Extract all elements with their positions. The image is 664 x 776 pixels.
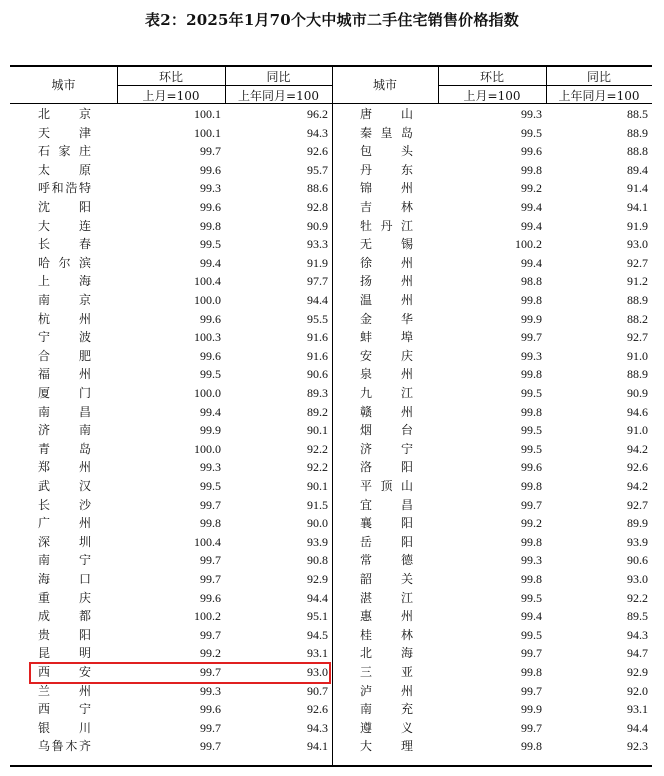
table-row (10, 700, 652, 719)
mom-value: 99.6 (521, 144, 542, 159)
mom-value: 100.3 (194, 330, 221, 345)
mom-value: 99.6 (200, 200, 221, 214)
yoy-value: 94.4 (307, 590, 328, 605)
yoy-value: 91.9 (627, 218, 648, 233)
header-mom-base: 上月=100 (142, 89, 200, 103)
yoy-value: 90.8 (307, 553, 328, 568)
city-name: 南 昌 (38, 404, 91, 419)
city-name: 扬 州 (360, 274, 413, 289)
mom-value: 99.5 (521, 423, 542, 438)
city-name: 长 春 (38, 237, 91, 252)
city-name: 兰 州 (38, 683, 91, 698)
yoy-value: 90.1 (307, 423, 328, 438)
city-name: 大 连 (38, 218, 91, 233)
yoy-value: 91.9 (307, 255, 328, 270)
header-mom-base: 上月=100 (463, 89, 521, 103)
table-row (10, 421, 652, 440)
city-name: 乌 鲁 木 齐 (38, 739, 91, 754)
mom-value: 100.4 (194, 534, 221, 549)
yoy-value: 97.7 (307, 274, 328, 289)
mom-value: 99.7 (200, 497, 221, 512)
header-city: 城市 (372, 78, 397, 92)
city-name: 武 汉 (38, 479, 91, 493)
mom-value: 99.8 (521, 534, 542, 549)
mom-value: 99.5 (521, 590, 542, 605)
yoy-value: 91.5 (307, 497, 328, 512)
yoy-value: 89.9 (627, 516, 648, 531)
mom-value: 99.3 (521, 553, 542, 568)
yoy-value: 93.1 (307, 646, 328, 661)
yoy-value: 91.2 (627, 274, 648, 289)
yoy-value: 92.2 (307, 441, 328, 456)
yoy-value: 88.5 (627, 107, 648, 121)
yoy-value: 92.0 (627, 683, 648, 698)
yoy-value: 94.4 (627, 720, 648, 735)
header-mom: 环比 (479, 70, 504, 84)
city-name: 昆 明 (38, 646, 91, 661)
city-name: 大 理 (360, 739, 413, 754)
mom-value: 99.7 (200, 553, 221, 568)
city-name: 郑 州 (38, 460, 91, 475)
table-row (10, 719, 652, 738)
yoy-value: 92.3 (627, 739, 648, 754)
yoy-value: 91.6 (307, 348, 328, 363)
city-name: 宜 昌 (360, 497, 413, 512)
table-row (10, 198, 652, 217)
mom-value: 100.1 (194, 107, 221, 121)
city-name: 烟 台 (360, 423, 413, 438)
mom-value: 99.7 (200, 144, 221, 159)
city-name: 宁 波 (38, 330, 91, 345)
yoy-value: 93.0 (307, 665, 328, 679)
city-name: 无 锡 (360, 237, 413, 252)
mom-value: 99.8 (521, 293, 542, 307)
city-name: 泸 州 (360, 683, 413, 698)
city-name: 重 庆 (38, 590, 91, 605)
yoy-value: 93.0 (627, 237, 648, 252)
city-name: 丹 东 (360, 162, 413, 177)
mom-value: 99.8 (200, 516, 221, 531)
mom-value: 99.8 (521, 162, 542, 177)
table-row (10, 142, 652, 161)
yoy-value: 90.7 (307, 683, 328, 698)
mom-value: 99.5 (521, 386, 542, 400)
city-name: 海 口 (38, 572, 91, 586)
mom-value: 100.2 (515, 237, 542, 252)
mom-value: 99.2 (521, 516, 542, 531)
header-city: 城市 (51, 78, 76, 92)
mom-value: 99.7 (200, 627, 221, 642)
page-title: 表2：2025年1月70个大中城市二手住宅销售价格指数 (145, 11, 519, 29)
header-sub-rule-right (438, 85, 652, 86)
city-name: 深 圳 (38, 534, 91, 549)
mom-value: 100.0 (194, 293, 221, 307)
city-name: 上 海 (38, 274, 91, 289)
mom-value: 98.8 (521, 274, 542, 289)
yoy-value: 89.4 (627, 162, 648, 177)
yoy-value: 90.6 (627, 553, 648, 568)
yoy-value: 92.6 (307, 144, 328, 159)
yoy-value: 94.1 (307, 739, 328, 754)
city-name: 岳 阳 (360, 534, 413, 549)
mom-value: 99.6 (200, 311, 221, 326)
yoy-value: 94.3 (307, 125, 328, 140)
table-row (10, 663, 652, 682)
city-name: 广 州 (38, 516, 91, 531)
city-name: 金 华 (360, 311, 413, 326)
mom-value: 100.1 (194, 125, 221, 140)
mom-value: 99.4 (521, 218, 542, 233)
table-row (10, 384, 652, 403)
yoy-value: 93.1 (627, 702, 648, 717)
city-name: 常 德 (360, 553, 413, 568)
yoy-value: 91.0 (627, 423, 648, 438)
yoy-value: 92.7 (627, 255, 648, 270)
city-name: 沈 阳 (38, 200, 91, 214)
city-name: 洛 阳 (360, 460, 413, 475)
city-name: 石 家 庄 (38, 144, 91, 159)
yoy-value: 92.2 (627, 590, 648, 605)
table-row (10, 365, 652, 384)
mom-value: 99.3 (200, 181, 221, 196)
table-row (10, 217, 652, 236)
table-row (10, 440, 652, 459)
city-name: 成 都 (38, 609, 91, 624)
yoy-value: 88.6 (307, 181, 328, 196)
header-yoy: 同比 (586, 70, 611, 84)
city-name: 赣 州 (360, 404, 413, 419)
mom-value: 99.6 (200, 162, 221, 177)
header-yoy-base: 上年同月=100 (558, 89, 640, 103)
mom-value: 99.8 (521, 739, 542, 754)
city-name: 锦 州 (360, 181, 413, 196)
yoy-value: 93.9 (627, 534, 648, 549)
yoy-value: 91.4 (627, 181, 648, 196)
mom-value: 99.9 (521, 702, 542, 717)
table-row (10, 570, 652, 589)
yoy-value: 94.4 (307, 293, 328, 307)
city-name: 北 京 (38, 107, 91, 121)
table-row (10, 682, 652, 701)
mom-value: 99.5 (521, 441, 542, 456)
yoy-value: 88.9 (627, 125, 648, 140)
yoy-value: 90.6 (307, 367, 328, 382)
mom-value: 99.8 (521, 572, 542, 586)
city-name: 合 肥 (38, 348, 91, 363)
yoy-value: 92.6 (627, 460, 648, 475)
mom-value: 99.6 (521, 460, 542, 475)
yoy-value: 94.1 (627, 200, 648, 214)
city-name: 北 海 (360, 646, 413, 661)
mom-value: 99.5 (200, 367, 221, 382)
mom-value: 99.9 (200, 423, 221, 438)
mom-value: 99.7 (200, 739, 221, 754)
mom-value: 99.8 (521, 479, 542, 493)
city-name: 桂 林 (360, 627, 413, 642)
city-name: 济 南 (38, 423, 91, 438)
city-name: 天 津 (38, 125, 91, 140)
yoy-value: 94.7 (627, 646, 648, 661)
city-name: 厦 门 (38, 386, 91, 400)
city-name: 福 州 (38, 367, 91, 382)
city-name: 济 宁 (360, 441, 413, 456)
city-name: 长 沙 (38, 497, 91, 512)
table-row (10, 737, 652, 756)
mom-value: 99.3 (200, 683, 221, 698)
mom-value: 99.8 (521, 665, 542, 679)
city-name: 襄 阳 (360, 516, 413, 531)
mom-value: 99.8 (521, 404, 542, 419)
city-name: 遵 义 (360, 720, 413, 735)
city-name: 秦 皇 岛 (360, 125, 413, 140)
city-name: 徐 州 (360, 255, 413, 270)
yoy-value: 93.9 (307, 534, 328, 549)
table-bottom-rule (10, 765, 652, 767)
header-yoy-base: 上年同月=100 (238, 89, 319, 103)
yoy-value: 90.9 (307, 218, 328, 233)
table-row (10, 254, 652, 273)
mom-value: 100.2 (194, 609, 221, 624)
yoy-value: 90.9 (627, 386, 648, 400)
mom-value: 99.6 (200, 590, 221, 605)
mom-value: 99.3 (521, 348, 542, 363)
city-name: 南 宁 (38, 553, 91, 568)
table-row (10, 272, 652, 291)
mom-value: 99.5 (521, 125, 542, 140)
table-row (10, 124, 652, 143)
table-row (10, 328, 652, 347)
mom-value: 99.7 (521, 497, 542, 512)
mom-value: 99.7 (521, 683, 542, 698)
mom-value: 99.6 (200, 348, 221, 363)
table-row (10, 514, 652, 533)
table-row (10, 105, 652, 124)
mom-value: 100.4 (194, 274, 221, 289)
table-row (10, 533, 652, 552)
yoy-value: 94.3 (307, 720, 328, 735)
city-name: 蚌 埠 (360, 330, 413, 345)
city-name: 青 岛 (38, 441, 91, 456)
table-row (10, 291, 652, 310)
city-name: 呼 和 浩 特 (38, 181, 91, 196)
yoy-value: 94.6 (627, 404, 648, 419)
city-name: 吉 林 (360, 200, 413, 214)
yoy-value: 92.9 (307, 572, 328, 586)
table-row (10, 347, 652, 366)
table-row (10, 310, 652, 329)
yoy-value: 94.2 (627, 479, 648, 493)
city-name: 牡 丹 江 (360, 218, 413, 233)
city-name: 西 宁 (38, 702, 91, 717)
table-row (10, 626, 652, 645)
mom-value: 99.2 (521, 181, 542, 196)
yoy-value: 95.1 (307, 609, 328, 624)
mom-value: 99.7 (521, 646, 542, 661)
city-name: 太 原 (38, 162, 91, 177)
table-row (10, 607, 652, 626)
yoy-value: 88.8 (627, 144, 648, 159)
yoy-value: 88.2 (627, 311, 648, 326)
city-name: 包 头 (360, 144, 413, 159)
mom-value: 99.3 (521, 107, 542, 121)
yoy-value: 89.2 (307, 404, 328, 419)
mom-value: 99.6 (200, 702, 221, 717)
table-row (10, 496, 652, 515)
mom-value: 100.0 (194, 441, 221, 456)
table-top-rule (10, 65, 652, 67)
city-name: 南 充 (360, 702, 413, 717)
mom-value: 99.5 (521, 627, 542, 642)
yoy-value: 92.8 (307, 200, 328, 214)
city-name: 哈 尔 滨 (38, 255, 91, 270)
yoy-value: 91.0 (627, 348, 648, 363)
city-name: 湛 江 (360, 590, 413, 605)
mom-value: 99.4 (521, 255, 542, 270)
yoy-value: 93.0 (627, 572, 648, 586)
table-row (10, 477, 652, 496)
table-row (10, 589, 652, 608)
table-row (10, 179, 652, 198)
yoy-value: 88.9 (627, 367, 648, 382)
mom-value: 99.2 (200, 646, 221, 661)
city-name: 唐 山 (360, 107, 413, 121)
yoy-value: 96.2 (307, 107, 328, 121)
yoy-value: 94.5 (307, 627, 328, 642)
city-name: 平 顶 山 (360, 479, 413, 493)
city-name: 银 川 (38, 720, 91, 735)
yoy-value: 90.1 (307, 479, 328, 493)
city-name: 南 京 (38, 293, 91, 307)
mom-value: 99.8 (200, 218, 221, 233)
mom-value: 99.4 (521, 200, 542, 214)
mom-value: 99.9 (521, 311, 542, 326)
table-row (10, 551, 652, 570)
yoy-value: 92.2 (307, 460, 328, 475)
city-name: 惠 州 (360, 609, 413, 624)
yoy-value: 89.5 (627, 609, 648, 624)
mom-value: 99.4 (200, 255, 221, 270)
mom-value: 99.7 (200, 665, 221, 679)
mom-value: 99.4 (521, 609, 542, 624)
mom-value: 99.5 (200, 237, 221, 252)
table-row (10, 458, 652, 477)
table-row (10, 235, 652, 254)
yoy-value: 92.7 (627, 497, 648, 512)
yoy-value: 92.7 (627, 330, 648, 345)
yoy-value: 94.2 (627, 441, 648, 456)
city-name: 九 江 (360, 386, 413, 400)
city-name: 安 庆 (360, 348, 413, 363)
city-name: 韶 关 (360, 572, 413, 586)
city-name: 杭 州 (38, 311, 91, 326)
yoy-value: 94.3 (627, 627, 648, 642)
header-yoy: 同比 (266, 70, 291, 84)
mom-value: 99.5 (200, 479, 221, 493)
yoy-value: 93.3 (307, 237, 328, 252)
table-row (10, 644, 652, 663)
city-name: 西 安 (38, 665, 91, 679)
mom-value: 99.7 (521, 330, 542, 345)
table-row (10, 161, 652, 180)
yoy-value: 91.6 (307, 330, 328, 345)
city-name: 泉 州 (360, 367, 413, 382)
yoy-value: 95.5 (307, 311, 328, 326)
city-name: 温 州 (360, 293, 413, 307)
yoy-value: 92.6 (307, 702, 328, 717)
mom-value: 100.0 (194, 386, 221, 400)
yoy-value: 95.7 (307, 162, 328, 177)
table-row (10, 403, 652, 422)
mom-value: 99.7 (521, 720, 542, 735)
mom-value: 99.7 (200, 720, 221, 735)
yoy-value: 90.0 (307, 516, 328, 531)
header-mom: 环比 (158, 70, 183, 84)
mom-value: 99.3 (200, 460, 221, 475)
mom-value: 99.8 (521, 367, 542, 382)
mom-value: 99.7 (200, 572, 221, 586)
yoy-value: 88.9 (627, 293, 648, 307)
city-name: 三 亚 (360, 665, 413, 679)
city-name: 贵 阳 (38, 627, 91, 642)
yoy-value: 92.9 (627, 665, 648, 679)
yoy-value: 89.3 (307, 386, 328, 400)
mom-value: 99.4 (200, 404, 221, 419)
